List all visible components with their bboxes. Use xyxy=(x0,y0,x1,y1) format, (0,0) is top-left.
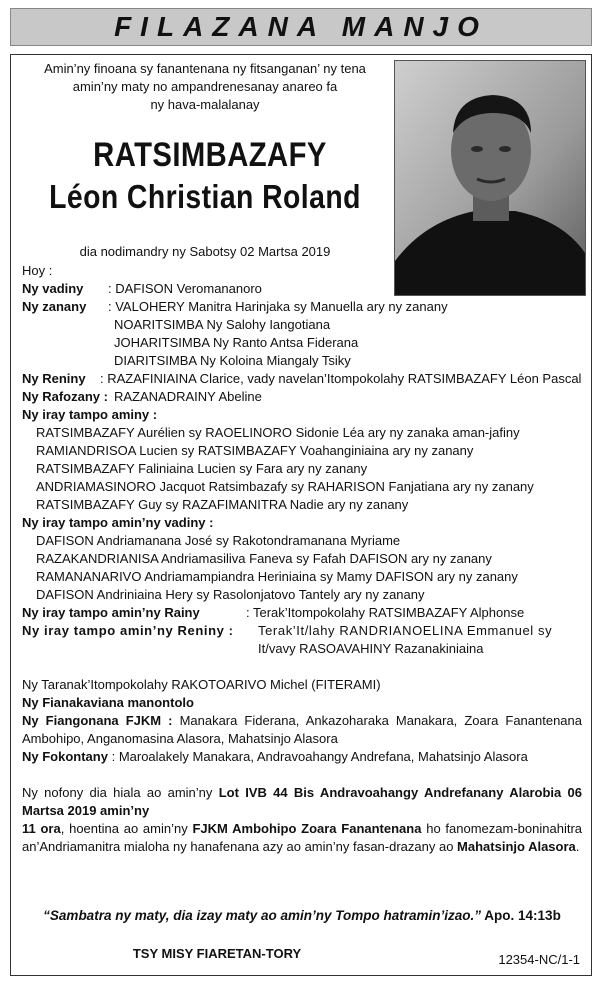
portrait-photo xyxy=(394,60,586,296)
spacer xyxy=(22,658,582,676)
reniny-row xyxy=(22,370,582,388)
reference-code: 12354-NC/1-1 xyxy=(498,952,580,967)
header-title: FILAZANA MANJO xyxy=(114,11,488,42)
tampo-reniny-value2: It/vavy RASOAVAHINY Razanakiniaina xyxy=(258,641,484,656)
tampo-rainy-value: : Terak’Itompokolahy RATSIMBAZAFY Alphonse xyxy=(246,605,525,620)
tampo-vadiny-label: Ny iray tampo amin’ny vadiny : xyxy=(22,515,214,530)
intro-text xyxy=(30,60,380,114)
quote-text: “Sambatra ny maty, dia izay maty ao amin’ny Tompo hatramin’izao.” xyxy=(43,908,482,923)
hoy-label: Hoy : xyxy=(22,263,53,278)
notice-body xyxy=(22,262,582,856)
tampo-vadiny-line: RAZAKANDRIANISA Andriamasiliva Faneva sy Fafah DAFISON ary ny zanany xyxy=(36,551,492,566)
tampo-aminy-line: ANDRIAMASINORO Jacquot Ratsimbazafy sy RAHARISON Fanjatiana ary ny zanany xyxy=(36,479,534,494)
zanany-line: DIARITSIMBA Ny Koloina Miangaly Tsiky xyxy=(114,353,351,368)
nofony-text: ho fanomezam-boninahitra an’Andriamanitra mialoha ny hanafenana azy ao amin’ny fasan-drazany ao xyxy=(22,821,582,854)
nofony-burial: Mahatsinjo Alasora xyxy=(457,839,576,854)
nofony-location: Lot IVB 44 Bis Andravoahangy Andrefanany Alarobia 06 Martsa 2019 amin’ny xyxy=(22,785,582,818)
fokontany-value: : Maroalakely Manakara, Andravoahangy Andrefana, Mahatsinjo Alasora xyxy=(111,749,528,764)
rafozany-value: RAZANADRAINY Abeline xyxy=(114,389,262,404)
rafozany-label: Ny Rafozany : xyxy=(22,389,108,404)
intro-line: amin’ny maty no ampandrenesanay anareo fa xyxy=(72,79,338,94)
vadiny-value: : DAFISON Veromananoro xyxy=(108,281,262,296)
spacer xyxy=(22,766,582,784)
vadiny-label: Ny vadiny xyxy=(22,281,84,296)
quote-ref: Apo. 14:13b xyxy=(481,908,561,923)
taranaka-line: Ny Taranak’Itompokolahy RAKOTOARIVO Michel (FITERAMI) xyxy=(22,677,381,692)
tampo-rainy-label: Ny iray tampo amin’ny Rainy xyxy=(22,605,200,620)
tampo-vadiny-line: RAMANANARIVO Andriamampiandra Heriniaina sy Mamy DAFISON ary ny zanany xyxy=(36,569,518,584)
deceased-surname: RATSIMBAZAFY xyxy=(93,136,327,174)
intro-line: ny hava-malalanay xyxy=(150,97,260,112)
fiangonana-row xyxy=(22,712,582,748)
zanany-label: Ny zanany xyxy=(22,299,87,314)
tampo-aminy-line: RATSIMBAZAFY Faliniaina Lucien sy Fara ary ny zanany xyxy=(36,461,368,476)
nofony-text: , hoentina ao amin’ny xyxy=(60,821,193,836)
deceased-given-names: Léon Christian Roland xyxy=(49,178,361,215)
date-line: dia nodimandry ny Sabotsy 02 Martsa 2019 xyxy=(79,244,331,259)
bible-quote xyxy=(22,908,582,923)
vadiny-row xyxy=(22,280,582,298)
nofony-text: Ny nofony dia hiala ao amin’ny xyxy=(22,785,219,800)
fokontany-label: Ny Fokontany xyxy=(22,749,108,764)
reniny-value: : RAZAFINIAINA Clarice, vady navelan’Itompokolahy RATSIMBAZAFY Léon Pascal xyxy=(100,371,582,386)
fianakaviana-line: Ny Fianakaviana manontolo xyxy=(22,695,194,710)
tampo-reniny-label: Ny iray tampo amin’ny Reniny : xyxy=(22,623,234,638)
tampo-vadiny-line: DAFISON Andriniaina Hery sy Rasolonjatovo Tantely ary ny zanany xyxy=(36,587,425,602)
signature: TSY MISY FIARETAN-TORY xyxy=(132,946,302,961)
tampo-reniny-value: Terak’It/lahy RANDRIANOELINA Emmanuel sy xyxy=(258,623,553,638)
nofony-church: FJKM Ambohipo Zoara Fanantenana xyxy=(192,821,422,836)
nofony-text: . xyxy=(575,839,580,854)
fiangonana-label: Ny Fiangonana FJKM : xyxy=(22,713,173,728)
fiangonana-value: Manakara Fiderana, Ankazoharaka Manakara, Zoara Fanantenana Ambohipo, Anganomasina Alasora, Mahatsinjo Alasora xyxy=(22,713,583,746)
zanany-value: : VALOHERY Manitra Harinjaka sy Manuella ary ny zanany xyxy=(108,299,448,314)
rafozany-row xyxy=(22,388,582,406)
portrait-image xyxy=(395,61,586,296)
nofony-paragraph xyxy=(22,784,582,856)
fokontany-row xyxy=(22,748,582,766)
intro-line: Amin’ny finoana sy fanantenana ny fitsanganan’ ny tena xyxy=(44,61,366,76)
zanany-row xyxy=(22,298,582,316)
tampo-reniny-row xyxy=(22,622,582,640)
zanany-line: NOARITSIMBA Ny Salohy Iangotiana xyxy=(114,317,331,332)
tampo-aminy-line: RATSIMBAZAFY Aurélien sy RAOELINORO Sidonie Léa ary ny zanaka aman-jafiny xyxy=(36,425,520,440)
zanany-line: JOHARITSIMBA Ny Ranto Antsa Fiderana xyxy=(114,335,359,350)
nofony-hour: 11 ora xyxy=(22,821,61,836)
tampo-aminy-label: Ny iray tampo aminy : xyxy=(22,407,158,422)
tampo-rainy-row xyxy=(22,604,582,622)
header-banner xyxy=(10,8,592,46)
tampo-aminy-line: RAMIANDRISOA Lucien sy RATSIMBAZAFY Voahanginiaina ary ny zanany xyxy=(36,443,474,458)
reniny-label: Ny Reniny xyxy=(22,371,86,386)
tampo-aminy-line: RATSIMBAZAFY Guy sy RAZAFIMANITRA Nadie ary ny zanany xyxy=(36,497,409,512)
tampo-vadiny-line: DAFISON Andriamanana José sy Rakotondramanana Myriame xyxy=(36,533,401,548)
